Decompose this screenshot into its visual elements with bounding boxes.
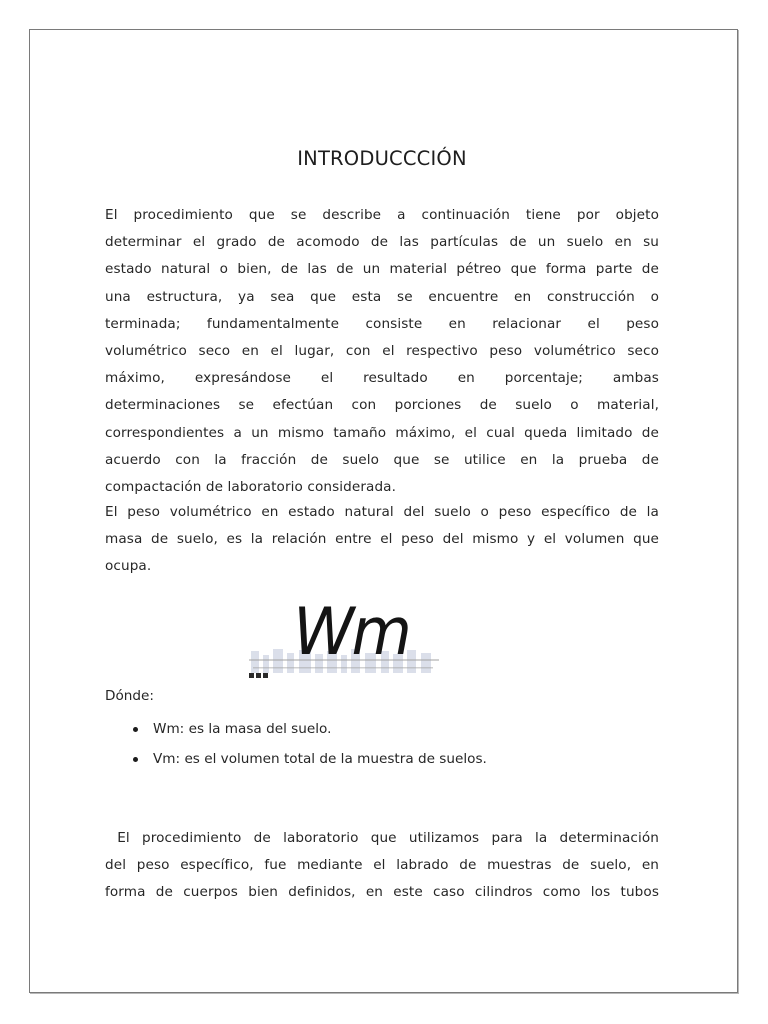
text-line: terminada; fundamentalmente consiste en relacionar el peso	[105, 315, 659, 332]
formula-text: Wm	[293, 593, 409, 670]
intro-paragraph	[105, 202, 659, 501]
list-item	[105, 714, 487, 744]
bullet-icon	[133, 727, 138, 732]
text-line: estado natural o bien, de las de un material pétreo que forma parte de	[105, 261, 659, 278]
text-line: ocupa.	[105, 558, 152, 575]
list-item-text: Wm: es la masa del suelo.	[153, 721, 332, 737]
list-item-text: Vm: es el volumen total de la muestra de suelos.	[153, 751, 487, 767]
text-line: El peso volumétrico en estado natural del suelo o peso específico de la	[105, 504, 659, 520]
text-line: del peso específico, fue mediante el labrado de muestras de suelo, en	[105, 857, 659, 874]
procedure-paragraph	[105, 825, 659, 907]
page-title: INTRODUCCCIÓN	[297, 147, 467, 170]
text-line: El procedimiento de laboratorio que utilizamos para la determinación	[105, 830, 659, 846]
definition-paragraph	[105, 499, 659, 581]
text-line: El procedimiento que se describe a continuación tiene por objeto	[105, 207, 659, 223]
text-line: acuerdo con la fracción de suelo que se utilice en la prueba de	[105, 451, 659, 468]
text-line: determinar el grado de acomodo de las partículas de un suelo en su	[105, 234, 659, 251]
text-line: correspondientes a un mismo tamaño máximo, el cual queda limitado de	[105, 424, 659, 441]
text-line: determinaciones se efectúan con porciones de suelo o material,	[105, 397, 659, 414]
formula-image	[247, 593, 443, 685]
list-item	[105, 744, 487, 774]
bullet-icon	[133, 757, 138, 762]
text-line: volumétrico seco en el lugar, con el respectivo peso volumétrico seco	[105, 343, 659, 360]
text-line: masa de suelo, es la relación entre el peso del mismo y el volumen que	[105, 531, 659, 548]
document-page	[29, 29, 738, 993]
variable-list	[105, 714, 487, 774]
text-line: una estructura, ya sea que esta se encuentre en construcción o	[105, 288, 659, 305]
text-line: máximo, expresándose el resultado en porcentaje; ambas	[105, 370, 659, 387]
text-line: compactación de laboratorio considerada.	[105, 479, 397, 496]
text-line: forma de cuerpos bien definidos, en este caso cilindros como los tubos	[105, 884, 659, 901]
donde-label: Dónde:	[105, 688, 154, 704]
